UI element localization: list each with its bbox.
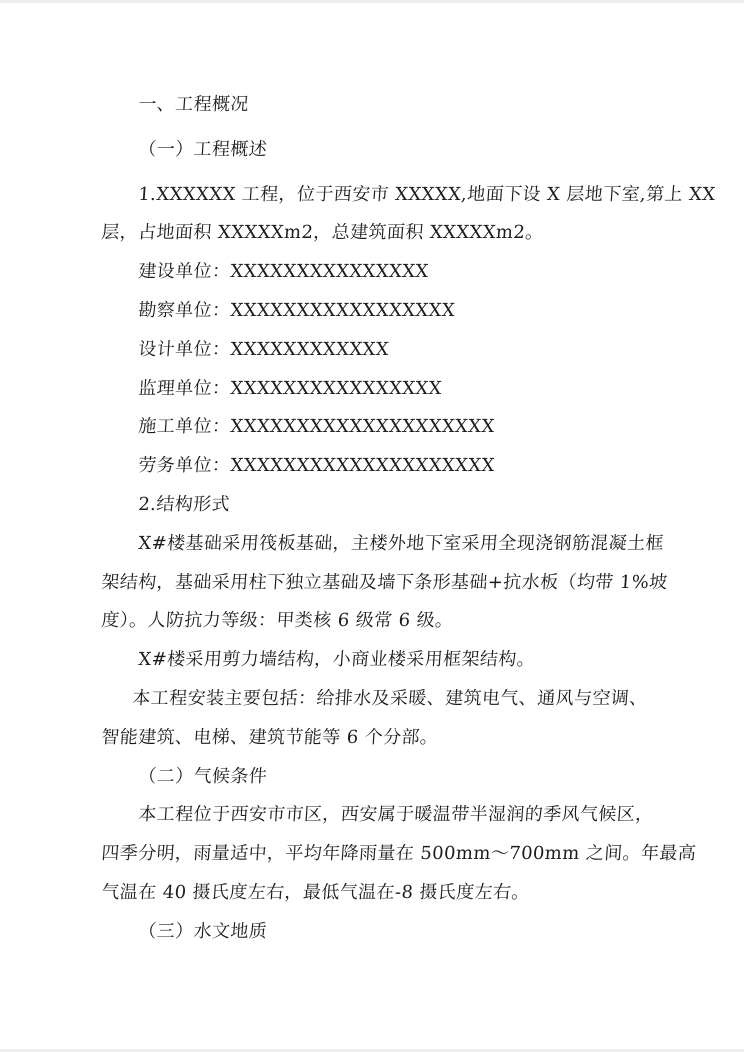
para-project-intro-line-1	[100, 176, 717, 215]
line-supervision-unit	[100, 370, 662, 409]
heading-section-climate	[100, 758, 662, 797]
heading-section-hydrology	[100, 913, 662, 952]
para-project-intro-line-2-text: 层，占地面积 XXXXXm2，总建筑面积 XXXXXm2。	[100, 222, 545, 244]
line-design-unit-text: 设计单位：XXXXXXXXXXXX	[137, 338, 390, 360]
para-shear-wall-text: X#楼采用剪力墙结构，小商业楼采用框架结构。	[137, 649, 536, 671]
para-structure-line-2	[100, 564, 669, 603]
line-survey-unit	[100, 292, 662, 331]
line-design-unit	[100, 331, 662, 370]
para-installation-line-1-text: 本工程安装主要包括：给排水及采暖、建筑电气、通风与空调、	[131, 687, 649, 709]
para-shear-wall	[100, 641, 662, 680]
para-climate-line-2-text: 四季分明，雨量适中，平均年降雨量在 500mm～700mm 之间。年最高	[100, 843, 697, 865]
line-construction-unit	[100, 253, 662, 292]
document-page-body	[100, 86, 717, 952]
heading-chapter-overview	[100, 86, 662, 125]
para-installation-line-2	[100, 719, 662, 758]
para-installation-line-2-text: 智能建筑、电梯、建筑节能等 6 个分部。	[100, 726, 440, 748]
line-supervision-unit-text: 监理单位：XXXXXXXXXXXXXXXX	[137, 377, 443, 399]
para-project-intro-line-2	[100, 214, 662, 253]
heading-section-project-summary-text: （一）工程概述	[137, 138, 268, 160]
para-climate-line-1	[100, 796, 662, 835]
heading-section-project-summary	[100, 131, 662, 170]
para-installation-line-1	[100, 680, 662, 719]
line-contractor-unit	[100, 408, 662, 447]
heading-section-climate-text: （二）气候条件	[137, 765, 268, 787]
para-structure-line-2-text: 架结构，基础采用柱下独立基础及墙下条形基础+抗水板（均带 1%坡	[100, 571, 669, 593]
para-climate-line-3-text: 气温在 40 摄氏度左右，最低气温在-8 摄氏度左右。	[100, 881, 531, 903]
line-labor-unit	[100, 447, 662, 486]
line-contractor-unit-text: 施工单位：XXXXXXXXXXXXXXXXXXXX	[137, 416, 496, 438]
line-labor-unit-text: 劳务单位：XXXXXXXXXXXXXXXXXXXX	[137, 455, 496, 477]
para-project-intro-line-1-text: 1.XXXXXX 工程，位于西安市 XXXXX,地面下设 X 层地下室,第上 XX	[137, 183, 717, 205]
heading-chapter-overview-text: 一、工程概况	[137, 94, 250, 115]
para-climate-line-1-text: 本工程位于西安市市区，西安属于暖温带半湿润的季风气候区，	[137, 804, 655, 826]
para-structure-line-3-text: 度）。人防抗力等级：甲类核 6 级常 6 级。	[100, 610, 455, 632]
line-construction-unit-text: 建设单位：XXXXXXXXXXXXXXX	[137, 261, 430, 283]
para-climate-line-3	[100, 874, 662, 913]
line-survey-unit-text: 勘察单位：XXXXXXXXXXXXXXXXX	[137, 299, 456, 321]
heading-structure-type	[100, 486, 662, 525]
heading-structure-type-text: 2.结构形式	[137, 493, 231, 515]
para-structure-line-1	[100, 525, 665, 564]
heading-section-hydrology-text: （三）水文地质	[137, 920, 268, 942]
para-climate-line-2	[100, 835, 697, 874]
para-structure-line-3	[100, 602, 662, 641]
page-top-scan-edge	[0, 0, 744, 3]
para-structure-line-1-text: X#楼基础采用筏板基础，主楼外地下室采用全现浇钢筋混凝土框	[137, 532, 665, 554]
